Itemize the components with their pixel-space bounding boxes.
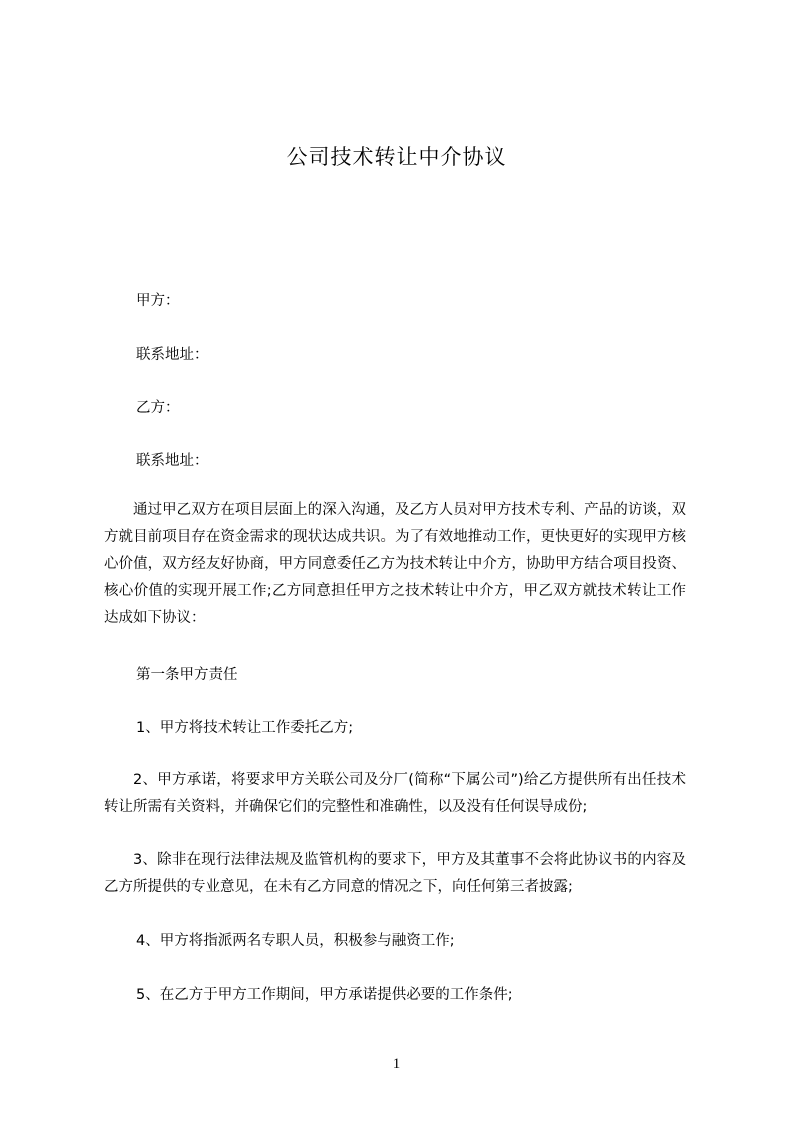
party-a-address-label: 联系地址： bbox=[136, 347, 209, 363]
party-b-label: 乙方： bbox=[136, 400, 180, 416]
clause-2: 2、甲方承诺，将要求甲方关联公司及分厂(简称“下属公司”)给乙方提供所有出任技术转让所需有关资料，并确保它们的完整性和准确性，以及没有任何误导成份; bbox=[104, 772, 686, 815]
party-a-label: 甲方： bbox=[136, 293, 180, 309]
clause-5: 5、在乙方于甲方工作期间，甲方承诺提供必要的工作条件; bbox=[136, 987, 513, 1003]
clause-1: 1、甲方将技术转让工作委托乙方; bbox=[136, 720, 354, 736]
page-number: 1 bbox=[392, 1056, 401, 1072]
article-1-heading: 第一条甲方责任 bbox=[136, 667, 238, 683]
clause-3: 3、除非在现行法律法规及监管机构的要求下，甲方及其董事不会将此协议书的内容及乙方所提供的专业意见，在未有乙方同意的情况之下，向任何第三者披露; bbox=[104, 852, 686, 895]
party-b-address-label: 联系地址： bbox=[136, 453, 209, 469]
intro-paragraph: 通过甲乙双方在项目层面上的深入沟通，及乙方人员对甲方技术专利、产品的访谈，双方就目前项目存在资金需求的现状达成共识。为了有效地推动工作，更快更好的实现甲方核心价值，双方经友好协商，甲方同意委任乙方为技术转让中介方，协助甲方结合项目投资、核心价值的实现开展工作;乙方同意担任甲方之技术转让中介方，甲乙双方就技术转让工作达成如下协议： bbox=[104, 502, 686, 626]
clause-4: 4、甲方将指派两名专职人员，积极参与融资工作; bbox=[136, 933, 455, 949]
document-title: 公司技术转让中介协议 bbox=[286, 145, 507, 169]
